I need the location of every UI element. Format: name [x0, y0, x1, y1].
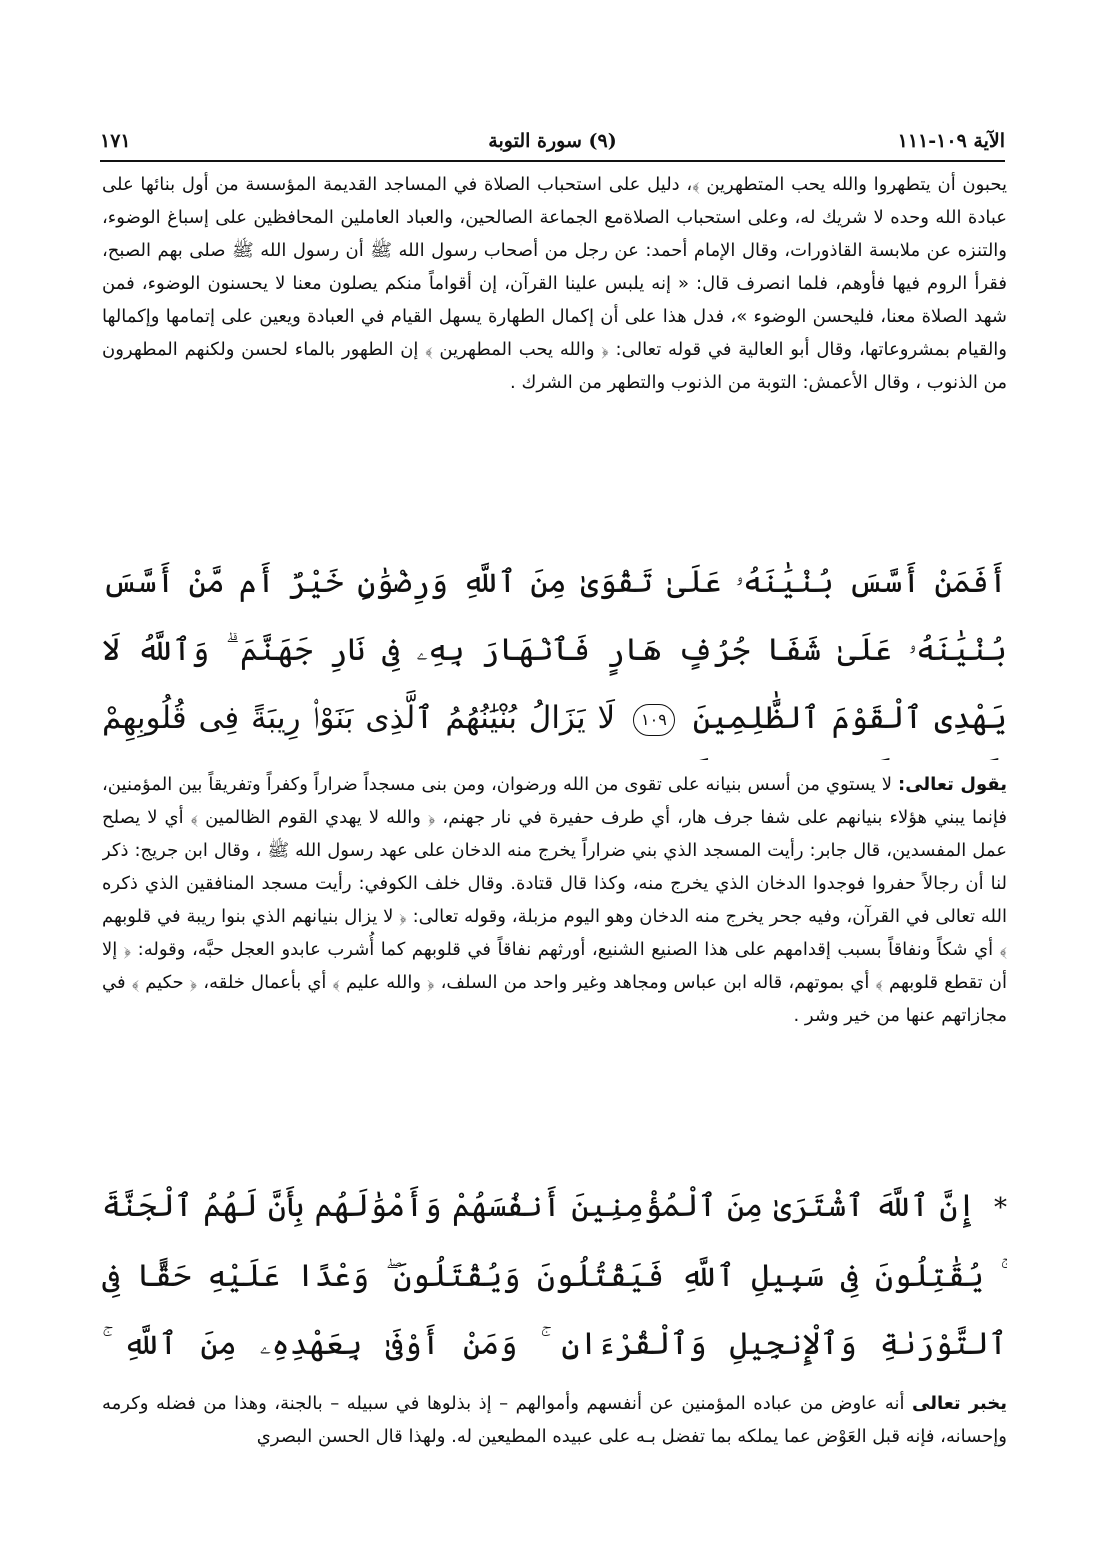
paragraph-2-lead: يقول تعالى: — [898, 774, 1007, 795]
header-page-number: ١٧١ — [100, 130, 131, 152]
page-header — [100, 126, 1005, 158]
header-surah-title: (٩) سورة التوبة — [488, 130, 617, 152]
commentary-paragraph-3 — [102, 1387, 1007, 1487]
paragraph-2-text: لا يستوي من أسس بنيانه على تقوى من الله ورضوان، ومن بنى مسجداً ضراراً وكفراً وتفريقاً بين المؤمنين، فإنما يبني هؤلاء بنيانهم على شفا جرف هار، أي طرف حفيرة في نار جهنم، ﴿ والله لا يهدي القوم الظالمين ﴾ أي لا يصلح عمل المفسدين، قال جابر: رأيت المسجد الذي بني ضراراً يخرج منه الدخان على عهد رسول الله ﷺ ، وقال ابن جريج: ذكر لنا أن رجالاً حفروا فوجدوا الدخان الذي يخرج منه، وكذا قال قتادة. وقال خلف الكوفي: رأيت مسجد المنافقين الذي ذكره الله تعالى في القرآن، وفيه جحر يخرج منه الدخان وهو اليوم مزبلة، وقوله تعالى: ﴿ لا يزال بنيانهم الذي بنوا ريبة في قلوبهم ﴾ أي شكاً ونفاقاً بسبب إقدامهم على هذا الصنيع الشنيع، أورثهم نفاقاً في قلوبهم كما أُشرب عابدو العجل حبَّه، وقوله: ﴿ إلا أن تقطع قلوبهم ﴾ أي بموتهم، قاله ابن عباس ومجاهد وغير واحد من السلف، ﴿ والله عليم ﴾ أي بأعمال خلقه، ﴿ حكيم ﴾ في مجازاتهم عنها من خير وشر . — [102, 774, 1007, 1026]
quran-verse-111 — [102, 1172, 1007, 1382]
commentary-paragraph-1: يحبون أن يتطهروا والله يحب المتطهرين ﴾، دليل على استحباب الصلاة في المساجد القديمة المؤسسة من أول بنائها على عبادة الله وحده لا شريك له، وعلى استحباب الصلاةمع الجماعة الصالحين، والعباد العاملين المحافظين على إسباغ الوضوء، والتنزه عن ملابسة القاذورات، وقال الإمام أحمد: عن رجل من أصحاب رسول الله ﷺ أن رسول الله ﷺ صلى بهم الصبح، فقرأ الروم فيها فأوهم، فلما انصرف قال: « إنه يلبس علينا القرآن، إن أقواماً منكم يصلون معنا لا يحسنون الوضوء، فمن شهد الصلاة معنا، فليحسن الوضوء »، فدل هذا على أن إكمال الطهارة يسهل القيام في العبادة ويعين على إتمامها وإكمالها والقيام بمشروعاتها، وقال أبو العالية في قوله تعالى: ﴿ والله يحب المطهرين ﴾ إن الطهور بالماء لحسن ولكنهم المطهرون من الذنوب ، وقال الأعمش: التوبة من الذنوب والتطهر من الشرك . — [102, 174, 1007, 393]
quran-verses-109-110 — [102, 548, 1007, 760]
quran-verse-111-text: إِنَّ ٱللَّهَ ٱشْتَرَىٰ مِنَ ٱلْمُؤْمِنِينَ أَنفُسَهُمْ وَأَمْوَٰلَهُم بِأَنَّ لَهُمُ ٱلْجَنَّةَ ۚ يُقَٰتِلُونَ فِى سَبِيلِ ٱللَّهِ فَيَقْتُلُونَ وَيُقْتَلُونَ ۖ وَعْدًا عَلَيْهِ حَقًّا فِى ٱلتَّوْرَىٰةِ وَٱلْإِنجِيلِ وَٱلْقُرْءَانِ ۚ وَمَنْ أَوْفَىٰ بِعَهْدِهِۦ مِنَ ٱللَّهِ ۚ — [102, 1188, 1007, 1362]
paragraph-3-lead: يخبر تعالى — [912, 1393, 1007, 1414]
quran-verse-109-text: أَفَمَنْ أَسَّسَ بُنْيَٰنَهُۥ عَلَىٰ تَقْوَىٰ مِنَ ٱللَّهِ وَرِضْوَٰنٍ خَيْرٌ أَم مَّنْ أَسَّسَ بُنْيَٰنَهُۥ عَلَىٰ شَفَا جُرُفٍ هَارٍ فَٱنْهَارَ بِهِۦ فِى نَارِ جَهَنَّمَ ۗ وَٱللَّهُ لَا يَهْدِى ٱلْقَوْمَ ٱلظَّٰلِمِينَ — [102, 564, 1007, 736]
paragraph-3-text: أنه عاوض من عباده المؤمنين عن أنفسهم وأموالهم – إذ بذلوها في سبيله – بالجنة، وهذا من فضله وكرمه وإحسانه، فإنه قبل العَوْض عما يملكه بما تفضل بـه على عبيده المطيعين له. ولهذا قال الحسن البصري — [102, 1393, 1007, 1447]
header-verse-range: الآية ١٠٩-١١١ — [897, 130, 1005, 152]
quran-verse-110-text: لَا يَزَالُ بُنْيَٰنُهُمُ ٱلَّذِى بَنَوْا۟ رِيبَةً فِى قُلُوبِهِمْ — [102, 700, 616, 736]
commentary-paragraph-2 — [102, 768, 1007, 1168]
section-star-marker: * — [994, 1193, 1007, 1223]
verse-number-109: ١٠٩ — [633, 704, 675, 736]
header-divider — [100, 160, 1005, 162]
